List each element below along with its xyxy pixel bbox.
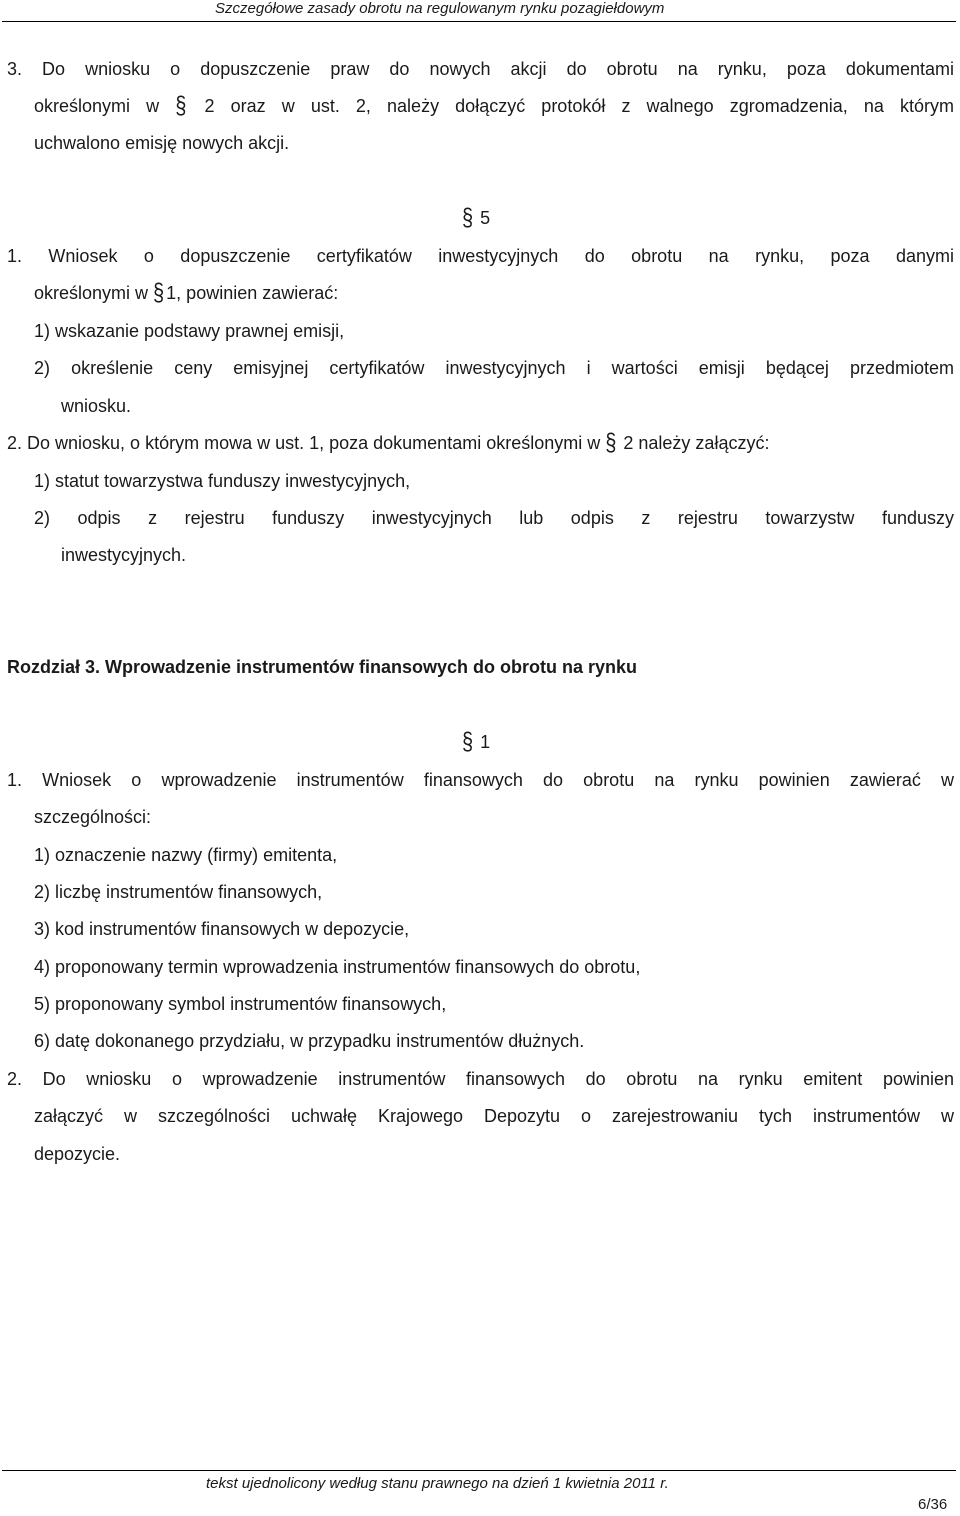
section-symbol: § [462,204,474,232]
section-5-p1-line-2 [34,279,339,307]
text-fragment: 2 oraz w ust. 2, należy dołączyć protokół z walnego zgromadzenia, na którym [204,96,954,116]
text-fragment: 2. Do wniosku, o którym mowa w ust. 1, poza dokumentami określonymi w [7,433,601,453]
section-5-p2-line-1 [7,429,770,457]
list-item: 2) liczbę instrumentów finansowych, [34,882,323,902]
text-fragment: określonymi w [34,283,149,303]
list-item: 4) proponowany termin wprowadzenia instrumentów finansowych do obrotu, [34,957,641,977]
chapter-title: Rozdział 3. Wprowadzenie instrumentów finansowych do obrotu na rynku [7,657,638,677]
header-title: Szczegółowe zasady obrotu na regulowanym rynku pozagiełdowym [215,0,665,17]
list-item: 1) statut towarzystwa funduszy inwestycyjnych, [34,471,411,491]
paragraph-3-line-1: 3. Do wniosku o dopuszczenie praw do nowych akcji do obrotu na rynku, poza dokumentami [7,59,954,79]
section-1-p2-line-3: depozycie. [34,1144,121,1164]
section-symbol: § [175,92,187,120]
section-5-p1-line-1: 1. Wniosek o dopuszczenie certyfikatów inwestycyjnych do obrotu na rynku, poza danymi [7,246,954,266]
footer-divider [2,1470,956,1471]
list-item-continuation: wniosku. [61,396,132,416]
text-fragment: 1, powinien zawierać: [166,283,339,303]
section-number: 1 [480,732,491,752]
section-1-p1-line-2: szczególności: [34,807,152,827]
list-item: 1) wskazanie podstawy prawnej emisji, [34,321,345,341]
list-item: 1) oznaczenie nazwy (firmy) emitenta, [34,845,338,865]
section-1-p2-line-2: załączyć w szczególności uchwałę Krajowego Depozytu o zarejestrowaniu tych instrumentów w [34,1106,954,1126]
page-number: 6/36 [918,1496,948,1513]
section-symbol: § [605,429,617,457]
section-symbol: § [153,279,165,307]
section-1-heading [462,728,491,756]
list-item: 5) proponowany symbol instrumentów finansowych, [34,994,447,1014]
section-1-p1-line-1: 1. Wniosek o wprowadzenie instrumentów finansowych do obrotu na rynku powinien zawierać w [7,770,954,790]
text-fragment: 2 należy załączyć: [623,433,770,453]
list-item-continuation: inwestycyjnych. [61,545,187,565]
list-item: 3) kod instrumentów finansowych w depozycie, [34,919,410,939]
list-item: 6) datę dokonanego przydziału, w przypadku instrumentów dłużnych. [34,1031,585,1051]
list-item: 2) określenie ceny emisyjnej certyfikatów inwestycyjnych i wartości emisji będącej przedmiotem [34,358,954,378]
footer-text: tekst ujednolicony według stanu prawnego na dzień 1 kwietnia 2011 r. [206,1475,669,1492]
section-symbol: § [462,728,474,756]
page-header [0,0,960,22]
section-5-heading [462,204,491,232]
header-divider [2,21,956,22]
section-number: 5 [480,208,491,228]
list-item: 2) odpis z rejestru funduszy inwestycyjnych lub odpis z rejestru towarzystw funduszy [34,508,954,528]
paragraph-3-line-2 [34,92,954,120]
section-1-p2-line-1: 2. Do wniosku o wprowadzenie instrumentów finansowych do obrotu na rynku emitent powinien [7,1069,954,1089]
paragraph-3-line-3: uchwalono emisję nowych akcji. [34,133,290,153]
text-fragment: określonymi w [34,96,160,116]
